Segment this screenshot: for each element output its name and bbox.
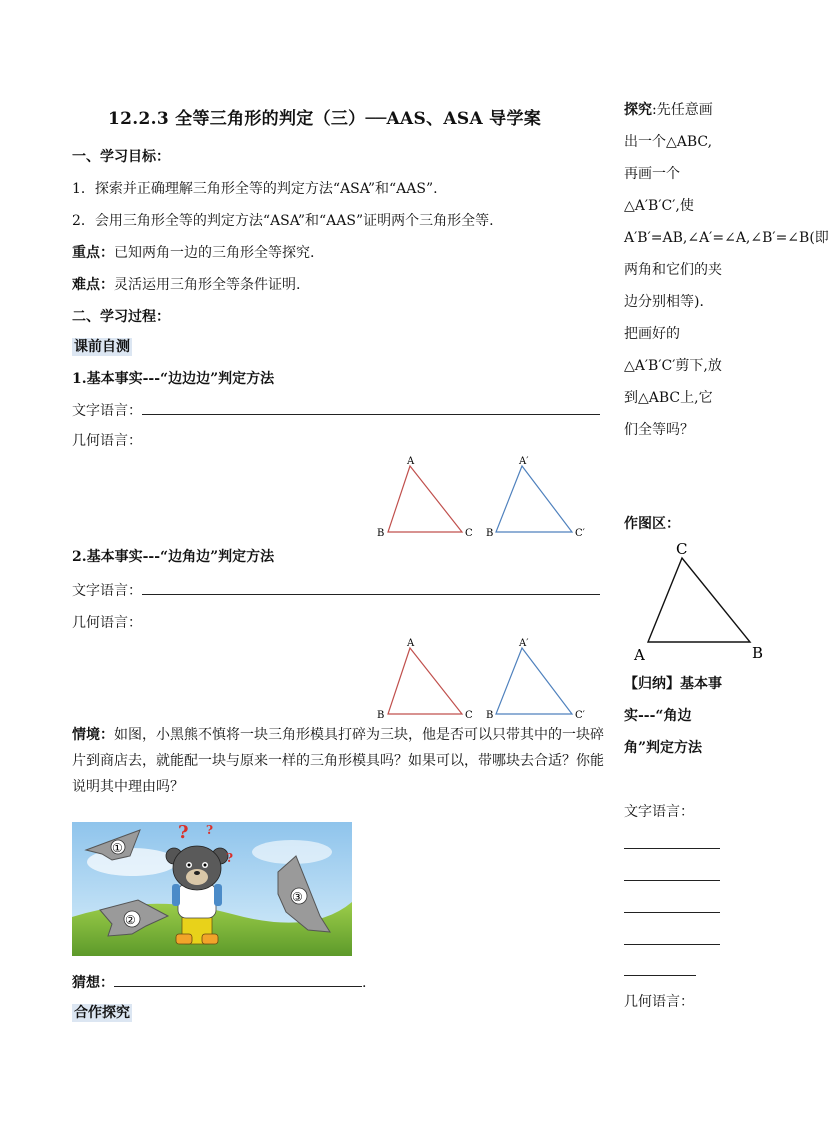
section-preclass xyxy=(72,336,132,356)
label-a: A xyxy=(407,456,415,467)
label-a: A xyxy=(407,638,415,649)
label-c-prime: C′ xyxy=(575,528,585,539)
fact2-text-blank[interactable] xyxy=(142,594,600,595)
draw-label-a: A xyxy=(634,646,645,664)
sidebar-blank-2[interactable] xyxy=(624,880,720,881)
fact2-heading: 2.基本事实---“边角边”判定方法 xyxy=(72,549,275,565)
page-title: 12.2.3 全等三角形的判定（三）──AAS、ASA 导学案 xyxy=(108,109,542,129)
guess-row xyxy=(72,972,366,992)
scenario-paragraph xyxy=(72,722,612,800)
difficulty-point xyxy=(72,274,300,294)
triangle-abc-blue xyxy=(496,466,572,532)
key-label: 重点： xyxy=(72,245,114,261)
fact1-text-blank[interactable] xyxy=(142,414,600,415)
draw-label-b: B xyxy=(752,644,764,662)
guess-blank[interactable] xyxy=(114,986,362,987)
section-preclass-label: 课前自测 xyxy=(74,339,130,355)
process-heading: 二、学习过程： xyxy=(72,309,170,325)
explore-label: 探究 xyxy=(624,102,652,118)
key-text: 已知两角一边的三角形全等探究. xyxy=(114,245,315,261)
goal-item-2: 2．会用三角形全等的判定方法“ASA”和“AAS”证明两个三角形全等. xyxy=(72,213,494,229)
fact1-heading: 1.基本事实---“边边边”判定方法 xyxy=(72,371,275,387)
guess-label: 猜想： xyxy=(72,975,114,991)
sidebar-blank-4[interactable] xyxy=(624,944,720,945)
fact1-triangles xyxy=(370,450,600,545)
key-point xyxy=(72,242,314,262)
sidebar-blank-5[interactable] xyxy=(624,975,696,976)
piece-1-label: ① xyxy=(112,841,123,855)
piece-2-label: ② xyxy=(125,913,136,927)
explore-text: :先任意画出一个△ABC,再画一个△A′B′C′,使A′B′=AB,∠A′=∠A,∠B′=∠B(即两角和它们的夹边分别相等)．把画好的△A′B′C′剪下,放到△ABC上,它们全等吗？ xyxy=(624,102,829,438)
explore-box xyxy=(624,94,829,446)
scenario-text: 如图，小黑熊不慎将一块三角形模具打碎为三块，他是否可以只带其中的一块碎片到商店去，就能配一块与原来一样的三角形模具吗？如果可以，带哪块去合适？你能说明其中理由吗？ xyxy=(72,727,604,795)
label-c: C xyxy=(465,528,473,539)
question-mark-icon: ? xyxy=(206,823,214,837)
sidebar-geo-label: 几何语言： xyxy=(624,994,694,1010)
section-coop xyxy=(72,1002,132,1022)
draw-label-c: C xyxy=(676,540,688,558)
fact1-text-row xyxy=(72,400,600,420)
draw-area-label: 作图区： xyxy=(624,516,680,532)
summary-heading: 【归纳】基本事实---“角边角”判定方法 xyxy=(624,676,722,756)
label-c: C xyxy=(465,710,473,721)
fact2-geo-label: 几何语言： xyxy=(72,615,142,631)
guess-end: . xyxy=(362,975,367,991)
question-mark-icon: ? xyxy=(178,822,189,843)
goals-heading: 一、学习目标： xyxy=(72,149,170,165)
sidebar-text-label: 文字语言： xyxy=(624,804,694,820)
bear-illustration xyxy=(72,822,352,956)
label-b-prime: B xyxy=(486,710,494,721)
fact1-text-label: 文字语言： xyxy=(72,403,142,419)
section-coop-label: 合作探究 xyxy=(74,1005,130,1021)
triangle-abc-red xyxy=(388,466,462,532)
fact2-text-row xyxy=(72,580,600,600)
triangle-abc-red xyxy=(388,648,462,714)
fact2-text-label: 文字语言： xyxy=(72,583,142,599)
triangle-abc xyxy=(648,558,750,642)
label-a-prime: A′ xyxy=(519,456,529,467)
fact2-triangles xyxy=(370,632,600,727)
label-c-prime: C′ xyxy=(575,710,585,721)
triangle-abc-blue xyxy=(496,648,572,714)
sidebar-blank-3[interactable] xyxy=(624,912,720,913)
scenario-label: 情境： xyxy=(72,727,114,743)
draw-area-triangle xyxy=(628,538,768,664)
label-b-prime: B xyxy=(486,528,494,539)
goal-item-1: 1．探索并正确理解三角形全等的判定方法“ASA”和“AAS”. xyxy=(72,181,438,197)
label-b: B xyxy=(377,710,385,721)
fact1-geo-label: 几何语言： xyxy=(72,433,142,449)
question-mark-icon: ? xyxy=(226,851,234,865)
difficulty-label: 难点： xyxy=(72,277,114,293)
piece-3-label: ③ xyxy=(292,890,303,904)
label-b: B xyxy=(377,528,385,539)
difficulty-text: 灵活运用三角形全等条件证明. xyxy=(114,277,301,293)
sidebar-blank-1[interactable] xyxy=(624,848,720,849)
label-a-prime: A′ xyxy=(519,638,529,649)
